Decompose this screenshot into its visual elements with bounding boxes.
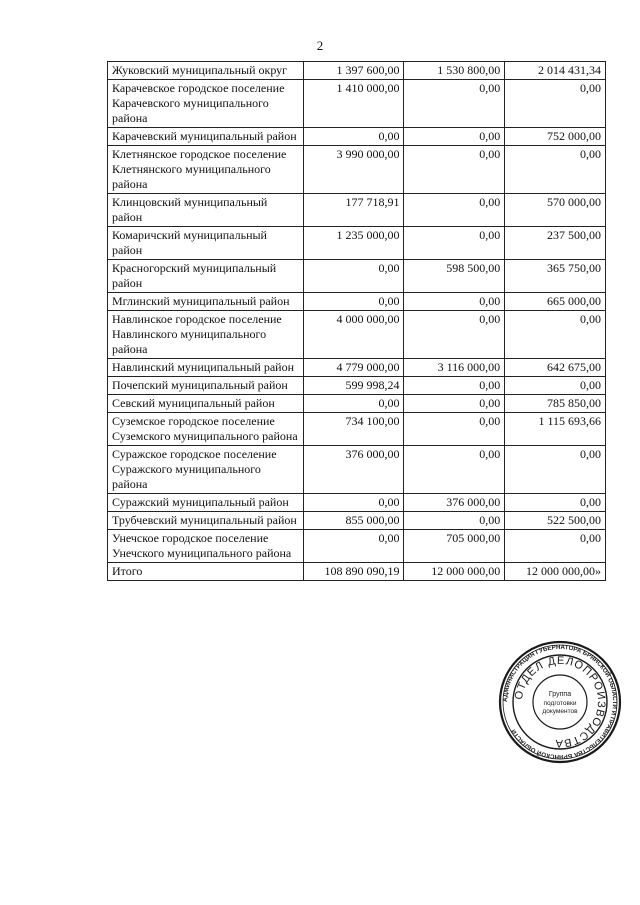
amount-col-1: 855 000,00 xyxy=(303,512,404,530)
amount-col-1: 1 397 600,00 xyxy=(303,62,404,80)
amount-col-3: 0,00 xyxy=(505,80,606,128)
municipality-name: Почепский муниципальный район xyxy=(108,377,304,395)
table-row xyxy=(108,395,606,413)
municipality-name: Суражский муниципальный район xyxy=(108,494,304,512)
municipality-name: Карачевский муниципальный район xyxy=(108,128,304,146)
amount-col-1: 4 779 000,00 xyxy=(303,359,404,377)
table-row xyxy=(108,260,606,293)
amount-col-2: 0,00 xyxy=(404,395,505,413)
municipality-name: Суземское городское поселение Суземского муниципального района xyxy=(108,413,304,446)
amount-col-3: 570 000,00 xyxy=(505,194,606,227)
amount-col-2: 0,00 xyxy=(404,512,505,530)
municipality-name: Комаричский муниципальный район xyxy=(108,227,304,260)
amount-col-3: 785 850,00 xyxy=(505,395,606,413)
stamp-center-line-3: документов xyxy=(542,708,578,715)
table-row xyxy=(108,359,606,377)
total-col-3: 12 000 000,00» xyxy=(505,563,606,581)
amount-col-1: 4 000 000,00 xyxy=(303,311,404,359)
amount-col-2: 0,00 xyxy=(404,128,505,146)
table-row xyxy=(108,512,606,530)
amount-col-2: 0,00 xyxy=(404,446,505,494)
amount-col-1: 0,00 xyxy=(303,293,404,311)
total-row xyxy=(108,563,606,581)
amount-col-1: 734 100,00 xyxy=(303,413,404,446)
municipality-name: Трубчевский муниципальный район xyxy=(108,512,304,530)
table-body xyxy=(108,62,606,581)
municipality-name: Мглинский муниципальный район xyxy=(108,293,304,311)
amount-col-3: 0,00 xyxy=(505,146,606,194)
table-row xyxy=(108,62,606,80)
municipality-name: Красногорский муниципальный район xyxy=(108,260,304,293)
amount-col-2: 0,00 xyxy=(404,146,505,194)
amount-col-2: 0,00 xyxy=(404,293,505,311)
table-row xyxy=(108,194,606,227)
amount-col-3: 642 675,00 xyxy=(505,359,606,377)
office-stamp xyxy=(498,640,622,764)
amount-col-2: 598 500,00 xyxy=(404,260,505,293)
amount-col-3: 665 000,00 xyxy=(505,293,606,311)
municipality-name: Клетнянское городское поселение Клетнянского муниципального района xyxy=(108,146,304,194)
table-row xyxy=(108,146,606,194)
table-row xyxy=(108,80,606,128)
amount-col-3: 752 000,00 xyxy=(505,128,606,146)
amount-col-1: 0,00 xyxy=(303,530,404,563)
table-row xyxy=(108,311,606,359)
page-number: 2 xyxy=(316,38,324,53)
amount-col-3: 0,00 xyxy=(505,377,606,395)
table-row xyxy=(108,413,606,446)
municipality-name: Севский муниципальный район xyxy=(108,395,304,413)
municipality-name: Унечское городское поселение Унечского муниципального района xyxy=(108,530,304,563)
amount-col-2: 3 116 000,00 xyxy=(404,359,505,377)
amount-col-3: 0,00 xyxy=(505,311,606,359)
municipality-name: Навлинское городское поселение Навлинского муниципального района xyxy=(108,311,304,359)
amount-col-3: 237 500,00 xyxy=(505,227,606,260)
amount-col-1: 1 410 000,00 xyxy=(303,80,404,128)
total-label: Итого xyxy=(108,563,304,581)
amount-col-1: 1 235 000,00 xyxy=(303,227,404,260)
amount-col-1: 599 998,24 xyxy=(303,377,404,395)
amount-col-1: 3 990 000,00 xyxy=(303,146,404,194)
amount-col-2: 0,00 xyxy=(404,194,505,227)
amount-col-3: 2 014 431,34 xyxy=(505,62,606,80)
amount-col-3: 0,00 xyxy=(505,494,606,512)
amount-col-3: 522 500,00 xyxy=(505,512,606,530)
amount-col-2: 0,00 xyxy=(404,311,505,359)
table-row xyxy=(108,377,606,395)
amount-col-3: 0,00 xyxy=(505,530,606,563)
stamp-ring-text: ОТДЕЛ ДЕЛОПРОИЗВОДСТВА xyxy=(512,654,608,750)
amount-col-1: 376 000,00 xyxy=(303,446,404,494)
table-row xyxy=(108,227,606,260)
municipality-name: Навлинский муниципальный район xyxy=(108,359,304,377)
stamp-center-line-2: подготовки xyxy=(543,700,577,707)
amount-col-2: 705 000,00 xyxy=(404,530,505,563)
amount-col-2: 0,00 xyxy=(404,413,505,446)
amount-col-2: 0,00 xyxy=(404,227,505,260)
amount-col-1: 0,00 xyxy=(303,128,404,146)
municipality-name: Карачевское городское поселение Карачевского муниципального района xyxy=(108,80,304,128)
amount-col-3: 365 750,00 xyxy=(505,260,606,293)
amount-col-2: 0,00 xyxy=(404,377,505,395)
table-row xyxy=(108,446,606,494)
amount-col-3: 1 115 693,66 xyxy=(505,413,606,446)
table-row xyxy=(108,293,606,311)
amount-col-2: 1 530 800,00 xyxy=(404,62,505,80)
amount-col-2: 376 000,00 xyxy=(404,494,505,512)
total-col-2: 12 000 000,00 xyxy=(404,563,505,581)
amount-col-2: 0,00 xyxy=(404,80,505,128)
table-row xyxy=(108,530,606,563)
stamp-outer-text: АДМИНИСТРАЦИЯ ГУБЕРНАТОРА БРЯНСКОЙ ОБЛАСТИ И ПРАВИТЕЛЬСТВА БРЯНСКОЙ ОБЛАСТИ xyxy=(501,643,619,761)
stamp-center-line-1: Группа xyxy=(548,691,572,698)
municipality-name: Суражское городское поселение Суражского муниципального района xyxy=(108,446,304,494)
municipality-name: Жуковский муниципальный округ xyxy=(108,62,304,80)
amount-col-1: 177 718,91 xyxy=(303,194,404,227)
total-col-1: 108 890 090,19 xyxy=(303,563,404,581)
table-row xyxy=(108,128,606,146)
table-row xyxy=(108,494,606,512)
budget-table xyxy=(107,61,606,581)
amount-col-3: 0,00 xyxy=(505,446,606,494)
amount-col-1: 0,00 xyxy=(303,494,404,512)
amount-col-1: 0,00 xyxy=(303,395,404,413)
amount-col-1: 0,00 xyxy=(303,260,404,293)
municipality-name: Клинцовский муниципальный район xyxy=(108,194,304,227)
